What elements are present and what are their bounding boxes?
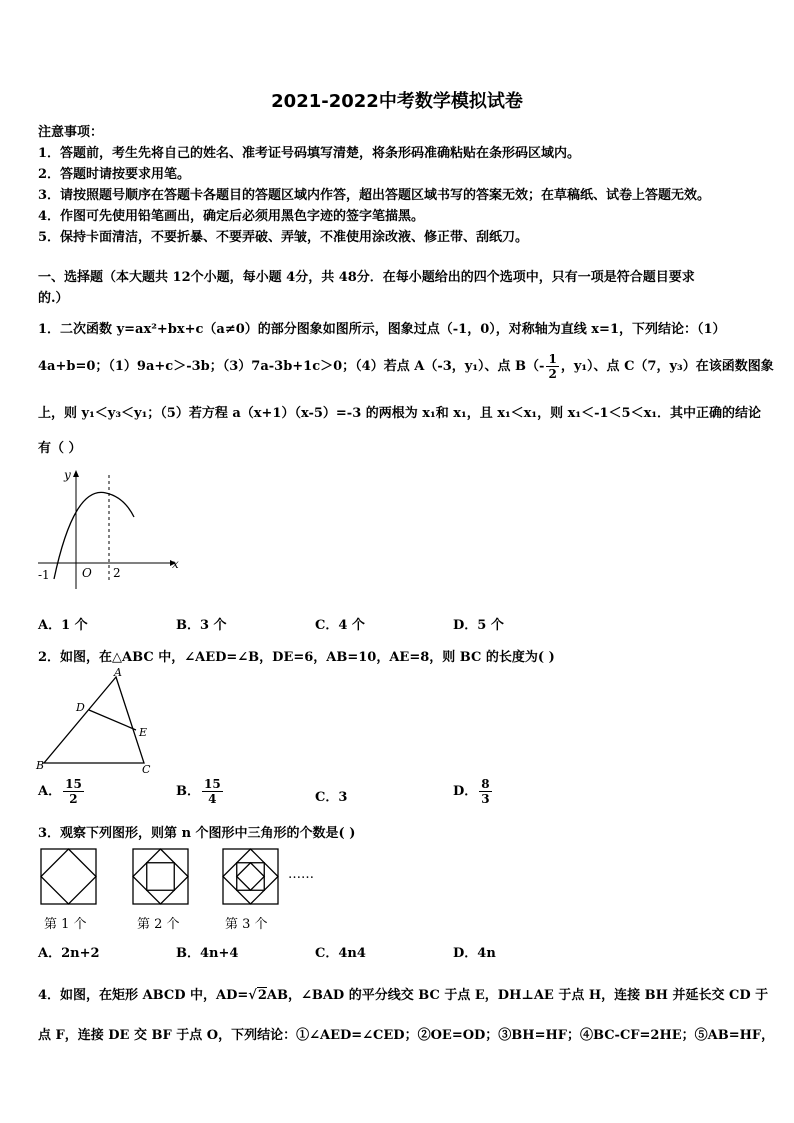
notice-item-5: 5．保持卡面清洁，不要折暴、不要弄破、弄皱，不准使用涂改液、修正带、刮纸刀。 <box>38 230 529 245</box>
q4-sqrt: √2 <box>248 988 267 1003</box>
q1-option-d[interactable]: D．5 个 <box>453 618 504 633</box>
parabola-curve <box>54 492 134 579</box>
fig1-diamond <box>41 849 96 904</box>
q1-option-b[interactable]: B．3 个 <box>176 618 227 633</box>
section1-line2: 的.） <box>38 291 69 306</box>
q2-b-num: 15 <box>204 777 221 791</box>
q2-a-den: 2 <box>69 792 78 806</box>
q1-line4: 有（ ） <box>38 441 82 456</box>
neg1-label: -1 <box>38 568 50 582</box>
q2-d-num: 8 <box>481 777 490 791</box>
q3-figures <box>40 848 340 908</box>
y-axis-arrow <box>73 470 79 477</box>
q4-line2: 点 F，连接 DE 交 BF 于点 O，下列结论：①∠AED=∠CED；②OE=OD；③BH=HF；④BC-CF=2HE；⑤AB=HF， <box>38 1028 775 1043</box>
label-c: C <box>142 763 151 776</box>
q1-option-a[interactable]: A．1 个 <box>38 618 88 633</box>
q2-option-d-frac <box>479 777 491 806</box>
fig3-inner-square <box>237 863 265 891</box>
triangle-abc <box>44 677 144 763</box>
notice-item-4: 4．作图可先使用铅笔画出，确定后必须用黑色字迹的签字笔描黑。 <box>38 209 425 224</box>
q2-b-den: 4 <box>208 792 217 806</box>
q3-text: 3．观察下列图形，则第 n 个图形中三角形的个数是( ) <box>38 826 356 841</box>
notice-item-2: 2．答题时请按要求用笔。 <box>38 167 191 182</box>
q2-triangle-figure <box>34 665 164 780</box>
label-e: E <box>139 726 148 739</box>
q2-option-a-frac <box>63 777 84 806</box>
fig3-inner-diamond <box>237 863 265 891</box>
q3-caption-3: 第 3 个 <box>225 917 268 932</box>
q2-option-a[interactable] <box>38 777 86 806</box>
q1-line2a: 4a+b=0；（1）9a+c＞-3b；（3）7a-3b+1c＞0；（4）若点 A（-3，y₁）、点 B（- <box>38 359 545 374</box>
fig3-square <box>223 849 278 904</box>
q2-option-d-label: D． <box>453 784 478 799</box>
fig2-inner-square <box>147 863 175 891</box>
x-label: x <box>172 557 179 571</box>
q2-option-b[interactable] <box>176 777 225 806</box>
label-a: A <box>114 666 122 679</box>
q2-option-a-label: A． <box>38 784 62 799</box>
q3-option-a[interactable]: A．2n+2 <box>38 946 100 961</box>
notice-heading: 注意事项： <box>38 125 104 140</box>
fig1-square <box>41 849 96 904</box>
q1-option-c[interactable]: C．4 个 <box>315 618 365 633</box>
fig2-square <box>133 849 188 904</box>
q2-option-b-frac <box>202 777 223 806</box>
q1-parabola-graph <box>34 465 184 590</box>
q2-option-c[interactable]: C．3 <box>315 790 348 805</box>
q4-line1a: 4．如图，在矩形 ABCD 中，AD= <box>38 988 249 1003</box>
fig3-diamond <box>223 849 278 904</box>
q2-option-b-label: B． <box>176 784 200 799</box>
q1-line3: 上，则 y₁＜y₃＜y₁；（5）若方程 a（x+1）（x-5）=-3 的两根为 x₁和 x₁，且 x₁＜x₁，则 x₁＜-1＜5＜x₁．其中正确的结论 <box>38 406 762 421</box>
notice-item-1: 1．答题前，考生先将自己的姓名、准考证号码填写清楚，将条形码准确粘贴在条形码区域内。 <box>38 146 581 161</box>
q3-caption-1: 第 1 个 <box>44 917 87 932</box>
q4-line1 <box>38 984 769 1003</box>
q2-option-d[interactable] <box>453 777 494 806</box>
q3-caption-2: 第 2 个 <box>137 917 180 932</box>
y-label: y <box>64 468 71 482</box>
q4-line1b: AB，∠BAD 的平分线交 BC 于点 E，DH⊥AE 于点 H，连接 BH 并延长交 CD 于 <box>266 988 769 1003</box>
q1-fraction <box>546 352 558 381</box>
q1-frac-num: 1 <box>548 352 557 366</box>
q3-option-d[interactable]: D．4n <box>453 946 496 961</box>
exam-title: 2021-2022中考数学模拟试卷 <box>271 91 523 112</box>
q4-sqrt-value: 2 <box>257 988 267 1003</box>
q1-line2b: ，y₁）、点 C（7，y₃）在该函数图象 <box>560 359 774 374</box>
notice-item-3: 3．请按照题号顺序在答题卡各题目的答题区域内作答，超出答题区域书写的答案无效；在草稿纸、试卷上答题无效。 <box>38 188 711 203</box>
q1-line1: 1．二次函数 y=ax²+bx+c（a≠0）的部分图象如图所示，图象过点（-1，0），对称轴为直线 x=1，下列结论：（1） <box>38 322 726 337</box>
label-d: D <box>76 701 85 714</box>
q3-option-b[interactable]: B．4n+4 <box>176 946 239 961</box>
label-b: B <box>36 759 45 772</box>
q3-ellipsis: …… <box>288 867 314 882</box>
section1-line1: 一、选择题（本大题共 12个小题，每小题 4分，共 48分．在每小题给出的四个选项中，只有一项是符合题目要求 <box>38 270 695 285</box>
q2-a-num: 15 <box>65 777 82 791</box>
q2-text: 2．如图，在△ABC 中，∠AED=∠B，DE=6，AB=10，AE=8，则 BC 的长度为( ) <box>38 650 555 665</box>
origin-label: O <box>82 566 92 580</box>
q2-d-den: 3 <box>481 792 490 806</box>
q1-frac-den: 2 <box>548 367 557 381</box>
fig2-diamond <box>133 849 188 904</box>
q1-line2 <box>38 352 774 381</box>
segment-de <box>89 710 136 730</box>
q3-option-c[interactable]: C．4n4 <box>315 946 366 961</box>
tick2-label: 2 <box>113 566 121 580</box>
